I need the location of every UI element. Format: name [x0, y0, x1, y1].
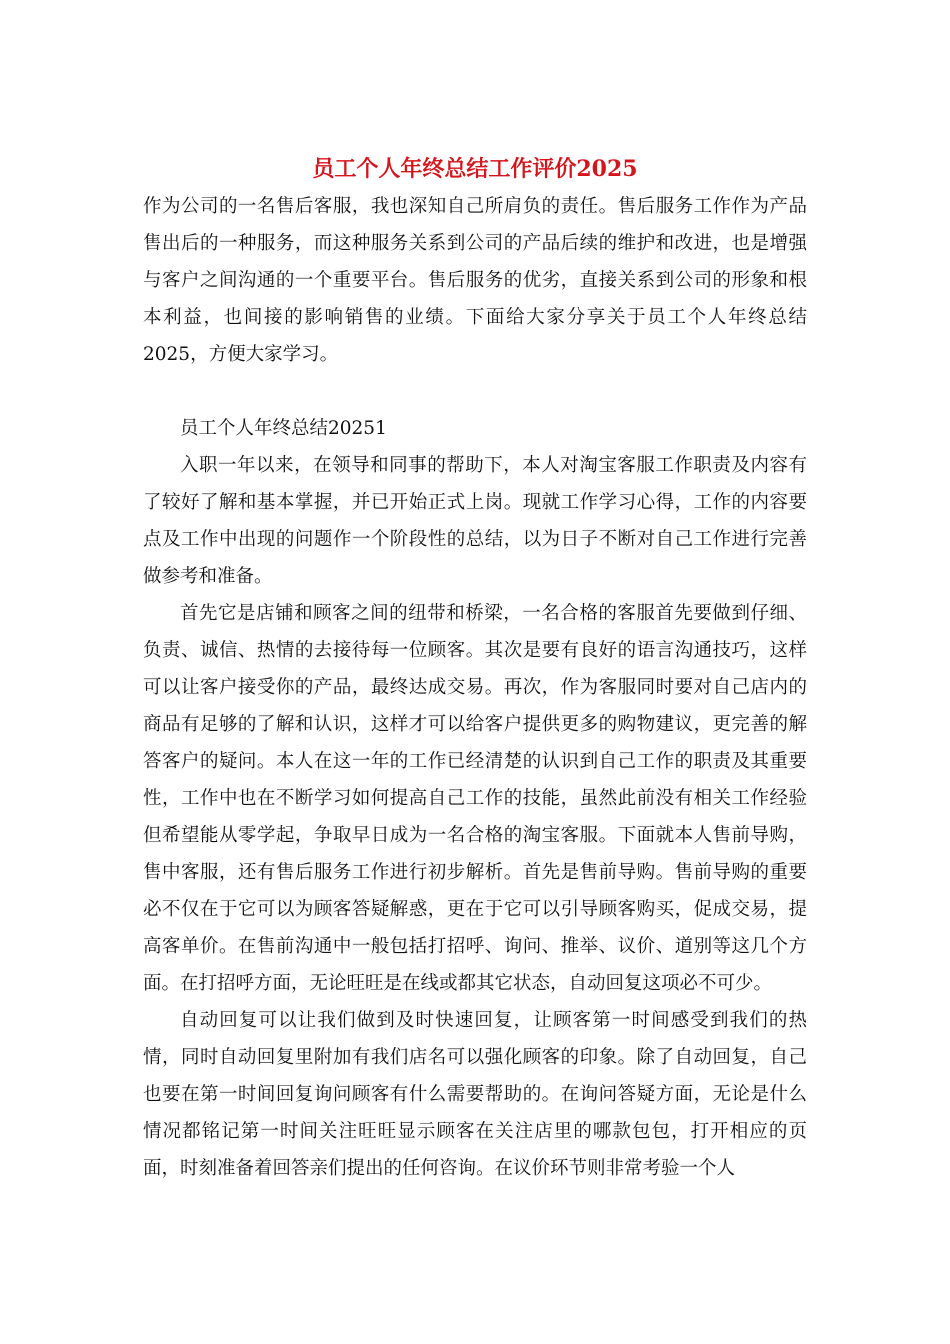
- body-paragraph: 入职一年以来，在领导和同事的帮助下，本人对淘宝客服工作职责及内容有了较好了解和基本掌握，并已开始正式上岗。现就工作学习心得，工作的内容要点及工作中出现的问题作一个阶段性的总结，以为日子不断对自己工作进行完善做参考和准备。: [143, 455, 807, 587]
- body-paragraph: 首先它是店铺和顾客之间的纽带和桥梁，一名合格的客服首先要做到仔细、负责、诚信、热情的去接待每一位顾客。其次是要有良好的语言沟通技巧，这样可以让客户接受你的产品，最终达成交易。再次，作为客服同时要对自己店内的商品有足够的了解和认识，这样才可以给客户提供更多的购物建议，更完善的解答客户的疑问。本人在这一年的工作已经清楚的认识到自己工作的职责及其重要性，工作中也在不断学习如何提高自己工作的技能，虽然此前没有相关工作经验但希望能从零学起，争取早日成为一名合格的淘宝客服。下面就本人售前导购，售中客服，还有售后服务工作进行初步解析。首先是售前导购。售前导购的重要必不仅在于它可以为顾客答疑解惑，更在于它可以引导顾客购买，促成交易，提高客单价。在售前沟通中一般包括打招呼、询问、推举、议价、道别等这几个方面。在打招呼方面，无论旺旺是在线或都其它状态，自动回复这项必不可少。: [143, 603, 807, 994]
- intro-paragraph: 作为公司的一名售后客服，我也深知自己所肩负的责任。售后服务工作作为产品售出后的一种服务，而这种服务关系到公司的产品后续的维护和改进，也是增强与客户之间沟通的一个重要平台。售后服务的优劣，直接关系到公司的形象和根本利益，也间接的影响销售的业绩。下面给大家分享关于员工个人年终总结2025，方便大家学习。: [143, 196, 807, 365]
- document-body: [143, 150, 807, 1187]
- paragraph-gap: [143, 373, 807, 410]
- section-heading: 员工个人年终总结20251: [180, 418, 387, 439]
- body-paragraph: 自动回复可以让我们做到及时快速回复，让顾客第一时间感受到我们的热情，同时自动回复里附加有我们店名可以强化顾客的印象。除了自动回复，自己也要在第一时间回复询问顾客有什么需要帮助的。在询问答疑方面，无论是什么情况都铭记第一时间关注旺旺显示顾客在关注店里的哪款包包，打开相应的页面，时刻准备着回答亲们提出的任何咨询。在议价环节则非常考验一个人: [143, 1010, 807, 1179]
- document-title: 员工个人年终总结工作评价2025: [312, 156, 638, 182]
